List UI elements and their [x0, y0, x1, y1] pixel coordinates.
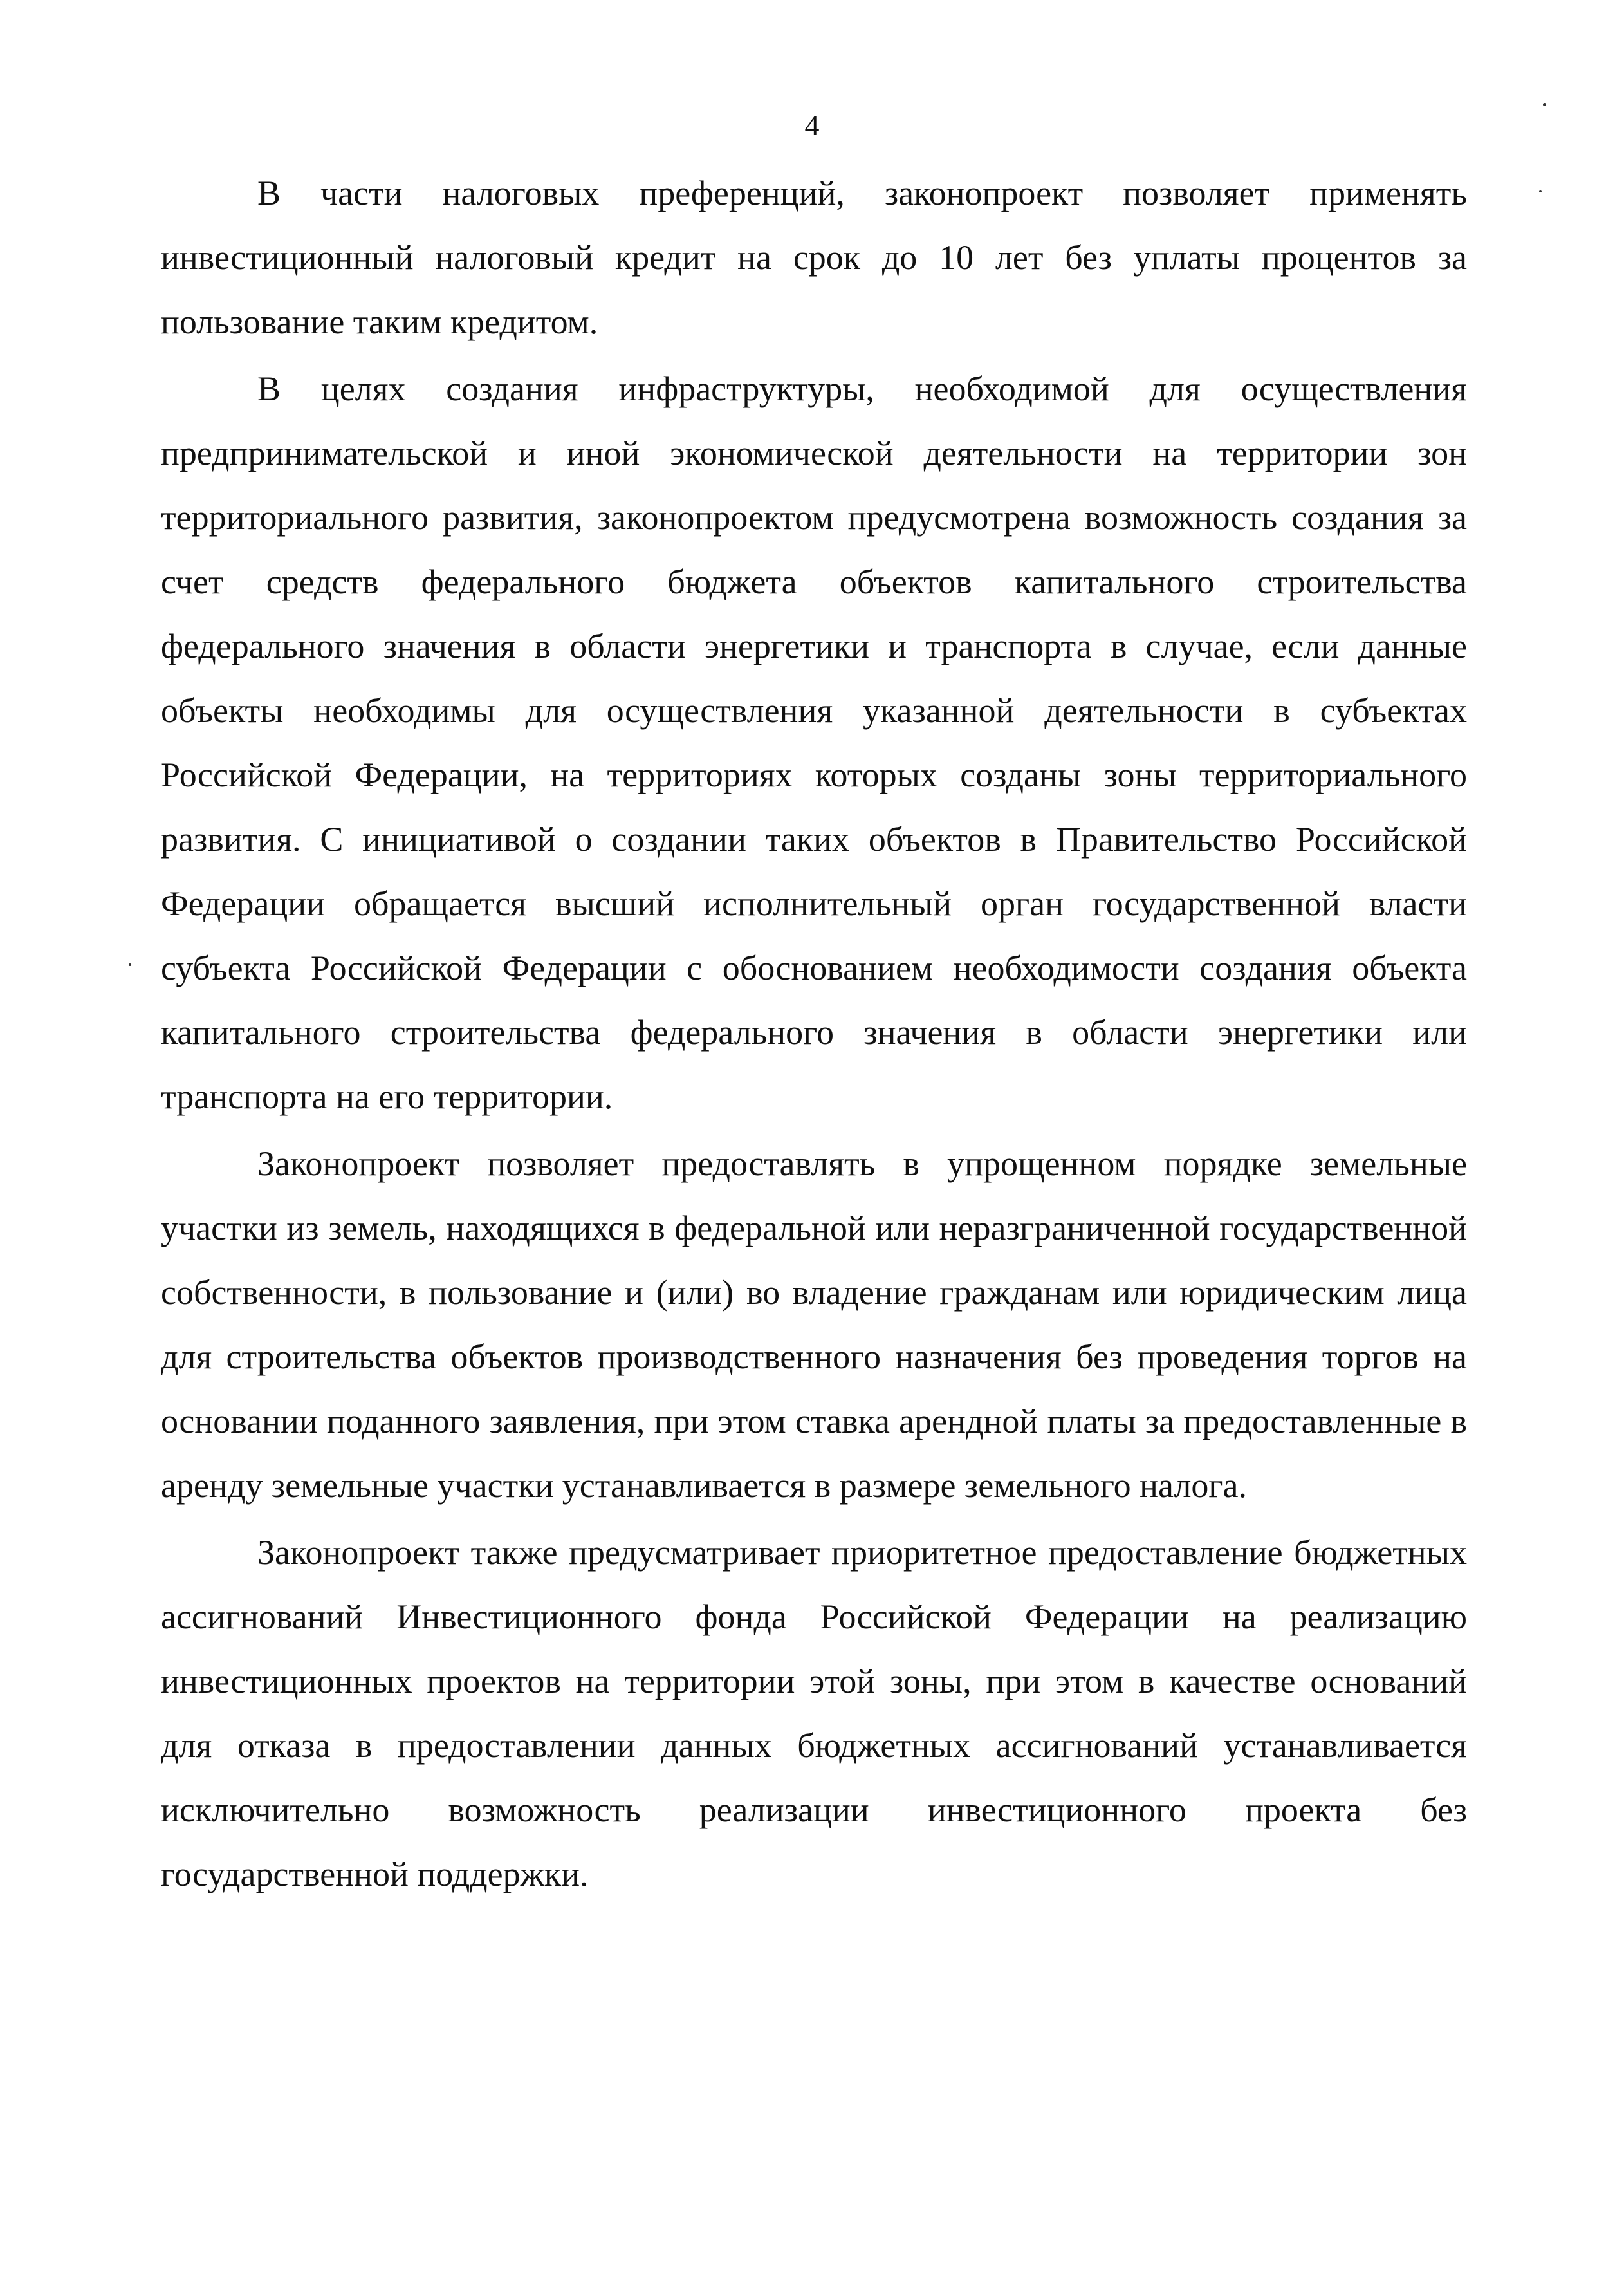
scan-speck: [129, 963, 131, 966]
scan-speck: [1543, 103, 1546, 106]
paragraph-investment-fund: Законопроект также предусматривает приоритетное предоставление бюджетных ассигнований Инвестиционного фонда Российской Федерации на реализацию инвестиционных проектов на территории этой зоны, при этом в качестве оснований для отказа в предоставлении данных бюджетных ассигнований устанавливается исключительно возможность реализации инвестиционного проекта без государственной поддержки.: [161, 1533, 1467, 1893]
page-number: 4: [804, 109, 820, 142]
paragraph-infrastructure: В целях создания инфраструктуры, необходимой для осуществления предпринимательской и иной экономической деятельности на территории зон территориального развития, законопроектом предусмотрена возможность создания за счет средств федерального бюджета объектов капитального строительства федерального значения в области энергетики и транспорта в случае, если данные объекты необходимы для осуществления указанной деятельности в субъектах Российской Федерации, на территориях которых созданы зоны территориального развития. С инициативой о создании таких объектов в Правительство Российской Федерации обращается высший исполнительный орган государственной власти субъекта Российской Федерации с обоснованием необходимости создания объекта капитального строительства федерального значения в области энергетики или транспорта на его территории.: [161, 369, 1467, 1116]
paragraph-tax-preferences: В части налоговых преференций, законопроект позволяет применять инвестиционный налоговый кредит на срок до 10 лет без уплаты процентов за пользование таким кредитом.: [161, 174, 1467, 341]
document-body: [161, 161, 1467, 1909]
paragraph-land-plots: Законопроект позволяет предоставлять в упрощенном порядке земельные участки из земель, находящихся в федеральной или неразграниченной государственной собственности, в пользование и (или) во владение гражданам или юридическим лица для строительства объектов производственного назначения без проведения торгов на основании поданного заявления, при этом ставка арендной платы за предоставленные в аренду земельные участки устанавливается в размере земельного налога.: [161, 1144, 1467, 1505]
scan-speck: [1539, 190, 1542, 192]
